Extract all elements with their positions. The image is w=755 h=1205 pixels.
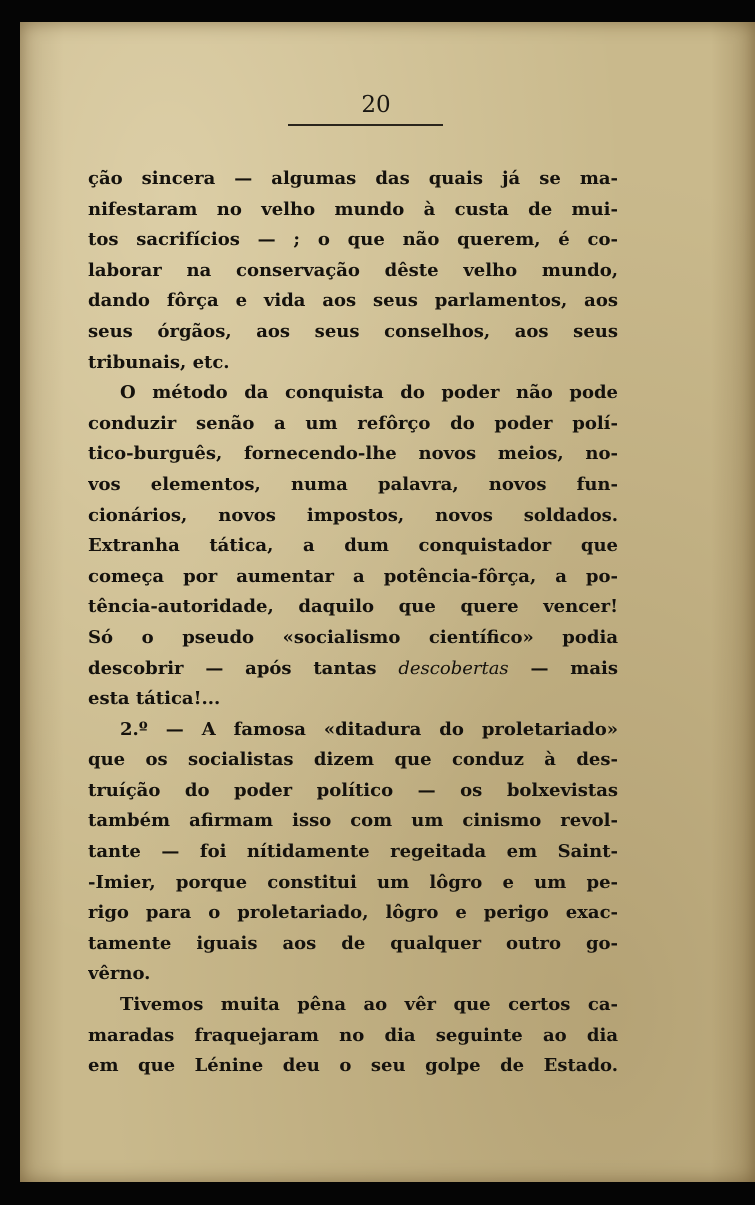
book-page [20,22,755,1182]
text-line: tico-burguês, fornecendo-lhe novos meios, no- [88,443,618,465]
text-line: -Imier, porque constitui um lôgro e um pe- [88,871,618,893]
page-number: 20 [361,92,391,118]
italic-word: descobertas [398,657,509,679]
text-line: vêrno. [88,963,151,985]
text-line: vos elementos, numa palavra, novos fun- [88,473,618,495]
header-rule [288,124,443,126]
text-line: maradas fraquejaram no dia seguinte ao dia [88,1024,618,1046]
paragraph-start-line: Tivemos muita pêna ao vêr que certos ca- [120,994,618,1016]
text-segment: descobrir — após tantas [88,657,399,679]
text-line: rigo para o proletariado, lôgro e perigo exac- [88,902,618,924]
text-line: começa por aumentar a potência-fôrça, a po- [88,565,618,587]
text-line: ção sincera — algumas das quais já se ma- [88,168,618,189]
text-line-with-italic [88,654,618,685]
text-line: truíção do poder político — os bolxevistas [88,779,618,801]
body-text [88,164,618,1082]
text-line: Extranha tática, a dum conquistador que [88,535,618,557]
text-line: nifestaram no velho mundo à custa de mui- [88,198,618,220]
text-line: também afirmam isso com um cinismo revol- [88,810,618,832]
text-segment: — mais [508,657,618,679]
text-line: que os socialistas dizem que conduz à des- [88,749,618,771]
text-line: esta tática!... [88,688,221,710]
text-line: laborar na conservação dêste velho mundo, [88,259,618,281]
text-line: em que Lénine deu o seu golpe de Estado. [88,1055,618,1077]
text-line: cionários, novos impostos, novos soldados. [88,504,618,526]
text-line: tamente iguais aos de qualquer outro go- [88,932,618,954]
text-line: conduzir senão a um refôrço do poder polí- [88,412,618,434]
text-line: tante — foi nítidamente regeitada em Saint- [88,841,618,863]
text-line: tos sacrifícios — ; o que não querem, é co- [88,229,618,251]
text-line: tribunais, etc. [88,351,230,373]
paragraph-start-line: O método da conquista do poder não pode [120,382,618,404]
text-line: Só o pseudo «socialismo científico» podia [88,626,618,648]
text-line: dando fôrça e vida aos seus parlamentos, aos [88,290,618,312]
text-line: seus órgãos, aos seus conselhos, aos seus [88,320,618,342]
paragraph-start-line: 2.º — A famosa «ditadura do proletariado» [120,718,618,740]
text-line: tência-autoridade, daquilo que quere vencer! [88,596,618,618]
